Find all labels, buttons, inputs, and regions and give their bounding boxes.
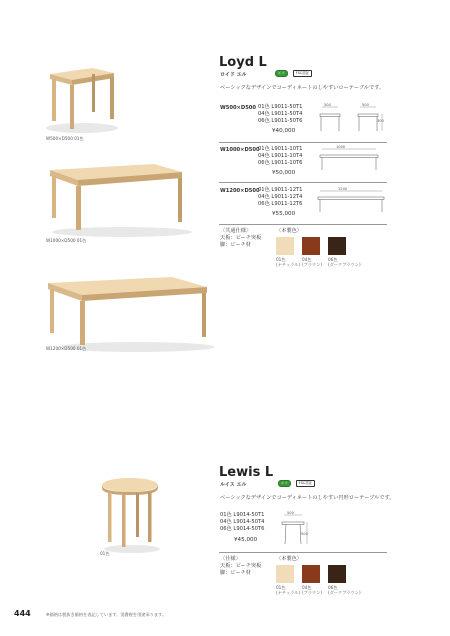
lewis-swatch-01 [276, 565, 294, 583]
spec-line: 脚：ビーチ材 [220, 570, 251, 576]
loyd-badges [275, 59, 312, 78]
lewis-title: Lewis L [219, 465, 274, 480]
loyd-v2-dim-w: 1000 [336, 145, 346, 149]
loyd-w1000-photo [42, 160, 192, 240]
lewis-swatch-04 [302, 565, 320, 583]
loyd-v3-size: W1200×D500 [220, 188, 260, 194]
code-line: 06色 L9011-12T6 [258, 201, 303, 208]
code-line: 04色 L9014-50T4 [220, 519, 265, 526]
spec-line: 脚：ビーチ材 [220, 242, 251, 248]
lewis-caption: 01色 [100, 551, 110, 556]
lewis-codes [220, 512, 264, 534]
eco-badge: エコ [275, 70, 288, 77]
lewis-description: ベーシックなデザインでコーディネートのしやすい円形ローテーブルです。 [220, 495, 395, 501]
loyd-v1-price: ¥40,000 [272, 128, 296, 134]
lewis-dim-h: 500 [301, 532, 308, 536]
loyd-v1-codes [258, 104, 302, 126]
loyd-title: Loyd L [219, 55, 267, 70]
lewis-subtitle: ルイス エル [220, 482, 247, 488]
code-line: 04色 L9011-50T4 [258, 111, 303, 118]
loyd-w500-photo [40, 60, 120, 135]
loyd-w1200-caption: W1200×D500 01色 [46, 346, 87, 351]
lewis-swatch-label-04: 04色 (ブラウン) [302, 585, 323, 595]
code-line: 04色 L9011-12T4 [258, 194, 303, 201]
fsc-badge: FSC認証 [293, 70, 312, 77]
loyd-w1000-caption: W1000×D500 01色 [46, 238, 87, 243]
loyd-v3-diagram [314, 188, 390, 218]
lewis-swatch-06 [328, 565, 346, 583]
loyd-w1200-photo [42, 275, 214, 355]
spec-line: 天板：ビーチ突板 [220, 563, 262, 569]
divider [219, 142, 387, 143]
spec-line: 天板：ビーチ突板 [220, 235, 262, 241]
fsc-badge: FSC認証 [296, 480, 315, 487]
code-line: 01色 L9014-50T1 [220, 512, 265, 518]
code-line: 06色 L9014-50T6 [220, 526, 265, 533]
lewis-price: ¥45,000 [234, 537, 258, 543]
loyd-subtitle: ロイド エル [220, 72, 247, 78]
loyd-swatch-04 [302, 237, 320, 255]
spec-title: 〈共通仕様〉 [220, 228, 252, 234]
loyd-swatch-label-06: 06色 (ダークブラウン) [328, 257, 361, 267]
loyd-description: ベーシックなデザインでコーディネートのしやすいローテーブルです。 [220, 85, 385, 91]
code-line: 06色 L9011-10T6 [258, 160, 303, 167]
spec-title: 〈仕様〉 [220, 556, 241, 562]
loyd-v3-price: ¥55,000 [272, 211, 296, 217]
divider [219, 552, 387, 553]
lewis-color-title: 〈本製色〉 [276, 556, 302, 562]
code-line: 04色 L9011-10T4 [258, 153, 303, 160]
loyd-v3-dim-w: 1200 [338, 187, 348, 191]
loyd-v1-dim-w2: 500 [362, 103, 369, 107]
loyd-v2-diagram [316, 146, 390, 176]
lewis-swatch-label-06: 06色 (ダークブラウン) [328, 585, 361, 595]
loyd-v3-codes [258, 187, 302, 209]
page-number: 444 [14, 609, 31, 618]
code-line: 01色 L9011-50T1 [258, 104, 303, 110]
loyd-v2-size: W1000×D500 [220, 147, 260, 153]
divider [219, 182, 387, 183]
loyd-swatch-label-04: 04色 (ブラウン) [302, 257, 323, 267]
loyd-swatch-01 [276, 237, 294, 255]
loyd-color-title: 〈本製色〉 [276, 228, 302, 234]
code-line: 01色 L9011-12T1 [258, 187, 303, 193]
loyd-v1-dim-h: 300 [377, 119, 384, 123]
loyd-v2-price: ¥50,000 [272, 170, 296, 176]
loyd-swatch-06 [328, 237, 346, 255]
lewis-badges [278, 469, 315, 488]
loyd-v1-dim-w1: 500 [324, 103, 331, 107]
lewis-swatch-label-01: 01色 (ナチュラル) [276, 585, 300, 595]
loyd-spec [220, 228, 261, 249]
loyd-v2-codes [258, 146, 302, 168]
footer-note: ※価格は税抜き価格を表記しています。消費税を別途承ります。 [46, 612, 167, 617]
divider [219, 224, 387, 225]
eco-badge: エコ [278, 480, 291, 487]
lewis-diagram [278, 512, 318, 550]
lewis-photo [98, 475, 164, 555]
loyd-w500-caption: W500×D500 01色 [46, 136, 84, 141]
lewis-spec [220, 556, 261, 577]
code-line: 06色 L9011-50T6 [258, 118, 303, 125]
loyd-swatch-label-01: 01色 (ナチュラル) [276, 257, 300, 267]
code-line: 01色 L9011-10T1 [258, 146, 303, 152]
loyd-v1-size: W500×D500 [220, 105, 257, 111]
lewis-dim-w: 500 [287, 511, 294, 515]
